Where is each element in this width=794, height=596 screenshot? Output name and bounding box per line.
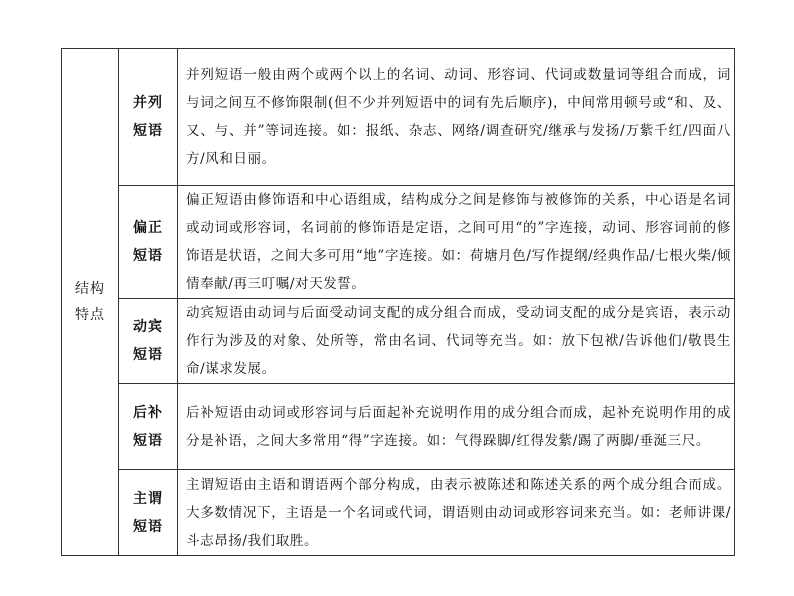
table-row [62,186,735,299]
phrase-name-cell [119,299,178,384]
phrase-name-line2: 短语 [133,248,163,264]
table-row [62,384,735,470]
phrase-name-cell [119,49,178,186]
category-label-line2: 特点 [75,307,105,323]
phrase-name-line1: 偏正 [133,220,163,236]
phrase-name-line2: 短语 [133,123,163,139]
phrase-name-line2: 短语 [133,347,163,363]
table-row [62,299,735,384]
phrase-description: 偏正短语由修饰语和中心语组成，结构成分之间是修饰与被修饰的关系，中心语是名词或动词或形容词，名词前的修饰语是定语，之间可用“的”字连接，动词、形容词前的修饰语是状语，之间大多可用“地”字连接。如：荷塘月色/写作提纲/经典作品/七根火柴/倾情奉献/再三叮嘱/对天发誓。 [178,186,735,299]
phrase-name-line1: 后补 [133,404,163,421]
phrase-structure-table [61,48,735,556]
phrase-name-line1: 主谓 [133,490,163,507]
category-cell [62,49,119,556]
phrase-name-cell [119,384,178,470]
phrase-description: 并列短语一般由两个或两个以上的名词、动词、形容词、代词或数量词等组合而成，词与词之间互不修饰限制(但不少并列短语中的词有先后顺序)，中间常用顿号或“和、及、又、与、并”等词连接。如：报纸、杂志、网络/调查研究/继承与发扬/万紫千红/四面八方/风和日丽。 [178,49,735,186]
phrase-name-cell [119,186,178,299]
phrase-description: 主谓短语由主语和谓语两个部分构成，由表示被陈述和陈述关系的两个成分组合而成。大多数情况下，主语是一个名词或代词，谓语则由动词或形容词来充当。如：老师讲课/斗志昂扬/我们取胜。 [178,470,735,556]
phrase-name-line1: 动宾 [133,319,163,335]
phrase-name-line2: 短语 [133,432,163,449]
category-label-line1: 结构 [75,281,105,297]
phrase-description: 动宾短语由动词与后面受动词支配的成分组合而成，受动词支配的成分是宾语，表示动作行为涉及的对象、处所等，常由名词、代词等充当。如：放下包袱/告诉他们/敬畏生命/谋求发展。 [178,299,735,384]
phrase-name-cell [119,470,178,556]
table-row [62,470,735,556]
phrase-description: 后补短语由动词或形容词与后面起补充说明作用的成分组合而成，起补充说明作用的成分是补语，之间大多常用“得”字连接。如：气得跺脚/红得发紫/踢了两脚/垂涎三尺。 [178,384,735,470]
phrase-name-line2: 短语 [133,518,163,535]
phrase-name-line1: 并列 [133,95,163,111]
table-row [62,49,735,186]
